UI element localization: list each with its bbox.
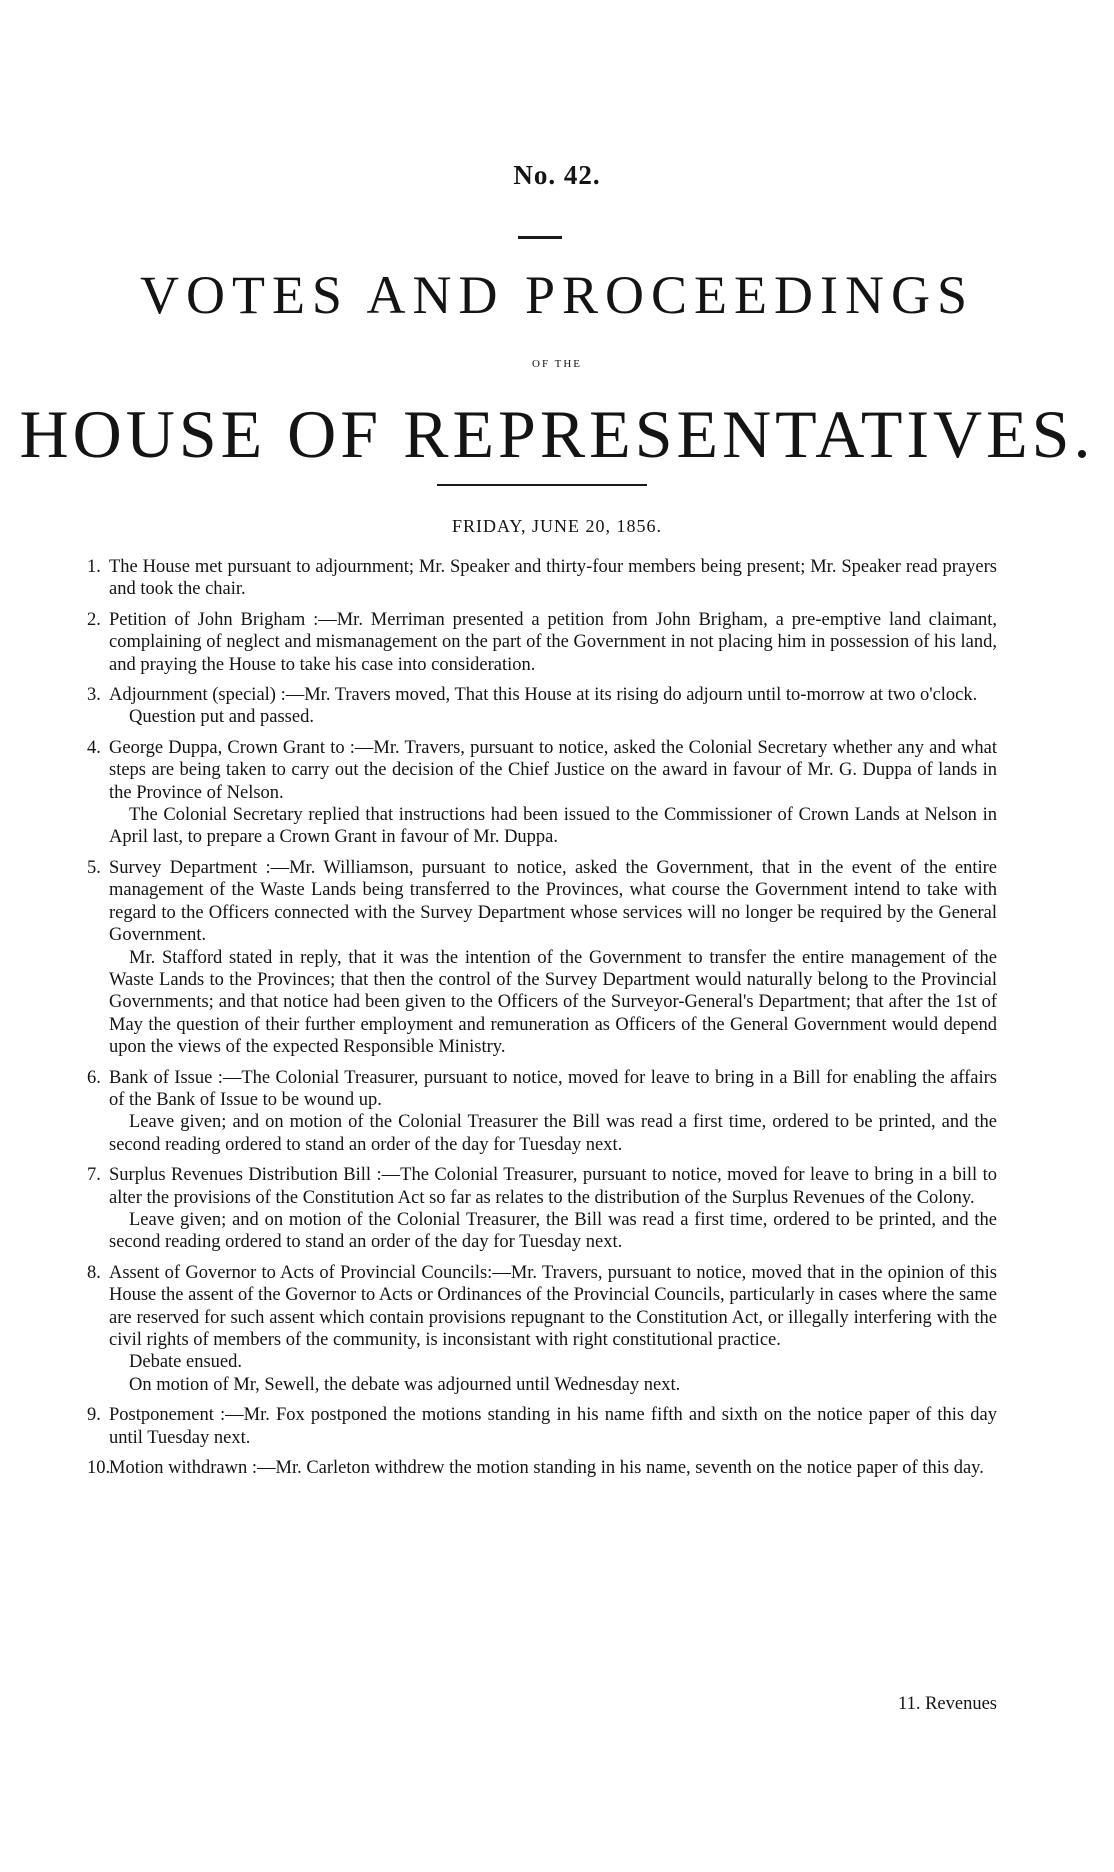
item-text: The House met pursuant to adjournment; Mr. Speaker and thirty-four members being present; Mr. Speaker read prayers and took the chair.	[109, 557, 997, 600]
item-number: 2.	[87, 609, 101, 630]
proceeding-item-1	[87, 556, 997, 601]
item-number: 10.	[87, 1458, 111, 1479]
item-text-continued: On motion of Mr, Sewell, the debate was adjourned until Wednesday next.	[129, 1374, 681, 1395]
title-house-of-representatives: HOUSE OF REPRESENTATIVES.	[19, 396, 1095, 472]
proceedings-list	[87, 556, 997, 1487]
proceeding-item-9	[87, 1404, 997, 1449]
item-number: 4.	[87, 737, 101, 758]
item-number: 7.	[87, 1165, 101, 1186]
proceeding-item-7	[87, 1164, 997, 1254]
proceeding-item-8	[87, 1262, 997, 1396]
proceeding-item-10	[87, 1457, 997, 1479]
proceeding-item-2	[87, 609, 997, 676]
item-number: 5.	[87, 857, 101, 878]
proceeding-item-4	[87, 737, 997, 849]
item-text: Surplus Revenues Distribution Bill :—The Colonial Treasurer, pursuant to notice, moved for leave to bring in a bill to alter the provisions of the Constitution Act so far as relates to the distribution of the Surplus Revenues of the Colony.	[109, 1165, 997, 1208]
short-divider	[518, 236, 562, 239]
item-text: Motion withdrawn :—Mr. Carleton withdrew the motion standing in his name, seventh on the notice paper of this day.	[109, 1458, 984, 1479]
session-date: FRIDAY, JUNE 20, 1856.	[451, 516, 663, 536]
title-of-the: OF THE	[532, 358, 582, 370]
item-text-continued: Leave given; and on motion of the Colonial Treasurer, the Bill was read a first time, ordered to be printed, and the second reading ordered to stand an order of the day for Tuesday next.	[109, 1209, 997, 1253]
item-text: Bank of Issue :—The Colonial Treasurer, pursuant to notice, moved for leave to bring in a Bill for enabling the affairs of the Bank of Issue to be wound up.	[109, 1067, 997, 1110]
item-number: 9.	[87, 1405, 101, 1426]
item-text: Postponement :—Mr. Fox postponed the motions standing in his name fifth and sixth on the notice paper of this day until Tuesday next.	[109, 1405, 997, 1448]
item-text: Survey Department :—Mr. Williamson, pursuant to notice, asked the Government, that in the event of the entire management of the Waste Lands being transferred to the Provinces, what course the Government intend to take with regard to the Officers connected with the Survey Department whose services will no longer be required by the General Government.	[109, 857, 997, 946]
item-text-continued: Debate ensued.	[129, 1352, 243, 1373]
proceeding-item-5	[87, 857, 997, 1059]
proceeding-item-6	[87, 1067, 997, 1157]
title-divider	[437, 484, 647, 486]
paper-number: No. 42.	[513, 160, 601, 190]
item-text-continued: Question put and passed.	[129, 707, 314, 728]
catchword: 11. Revenues	[898, 1694, 997, 1714]
title-votes-and-proceedings: VOTES AND PROCEEDINGS	[139, 265, 975, 325]
item-text: Assent of Governor to Acts of Provincial Councils:—Mr. Travers, pursuant to notice, moved that in the opinion of this House the assent of the Governor to Acts or Ordinances of the Provincial Councils, particularly in cases where the same are reserved for such assent which contain provisions repugnant to the Constitution Act, or illegally interfering with the civil rights of members of the community, is inconsistant with right constitutional practice.	[109, 1262, 997, 1350]
item-text: Petition of John Brigham :—Mr. Merriman presented a petition from John Brigham, a pre-emptive land claimant, complaining of neglect and mismanagement on the part of the Government in not placing him in possession of his land, and praying the House to take his case into consideration.	[109, 609, 997, 675]
item-number: 3.	[87, 685, 101, 706]
item-number: 1.	[87, 557, 101, 577]
item-number: 6.	[87, 1067, 101, 1088]
item-text: George Duppa, Crown Grant to :—Mr. Travers, pursuant to notice, asked the Colonial Secretary whether any and what steps are being taken to carry out the decision of the Chief Justice on the award in favour of Mr. G. Duppa of lands in the Province of Nelson.	[109, 737, 997, 803]
item-text-continued: Leave given; and on motion of the Colonial Treasurer the Bill was read a first time, ordered to be printed, and the second reading ordered to stand an order of the day for Tuesday next.	[109, 1112, 997, 1155]
item-text-continued: The Colonial Secretary replied that instructions had been issued to the Commissioner of Crown Lands at Nelson in April last, to prepare a Crown Grant in favour of Mr. Duppa.	[109, 805, 997, 848]
item-text: Adjournment (special) :—Mr. Travers moved, That this House at its rising do adjourn until to-morrow at two o'clock.	[109, 685, 978, 706]
item-text-continued: Mr. Stafford stated in reply, that it was the intention of the Government to transfer the entire management of the Waste Lands to the Provinces; that then the control of the Survey Department would naturally belong to the Provincial Governments; and that notice had been given to the Officers of the Surveyor-General's Department; that after the 1st of May the question of their further employment and remuneration as Officers of the General Government would depend upon the views of the expected Responsible Ministry.	[109, 947, 997, 1058]
proceeding-item-3	[87, 684, 997, 729]
item-number: 8.	[87, 1262, 101, 1283]
